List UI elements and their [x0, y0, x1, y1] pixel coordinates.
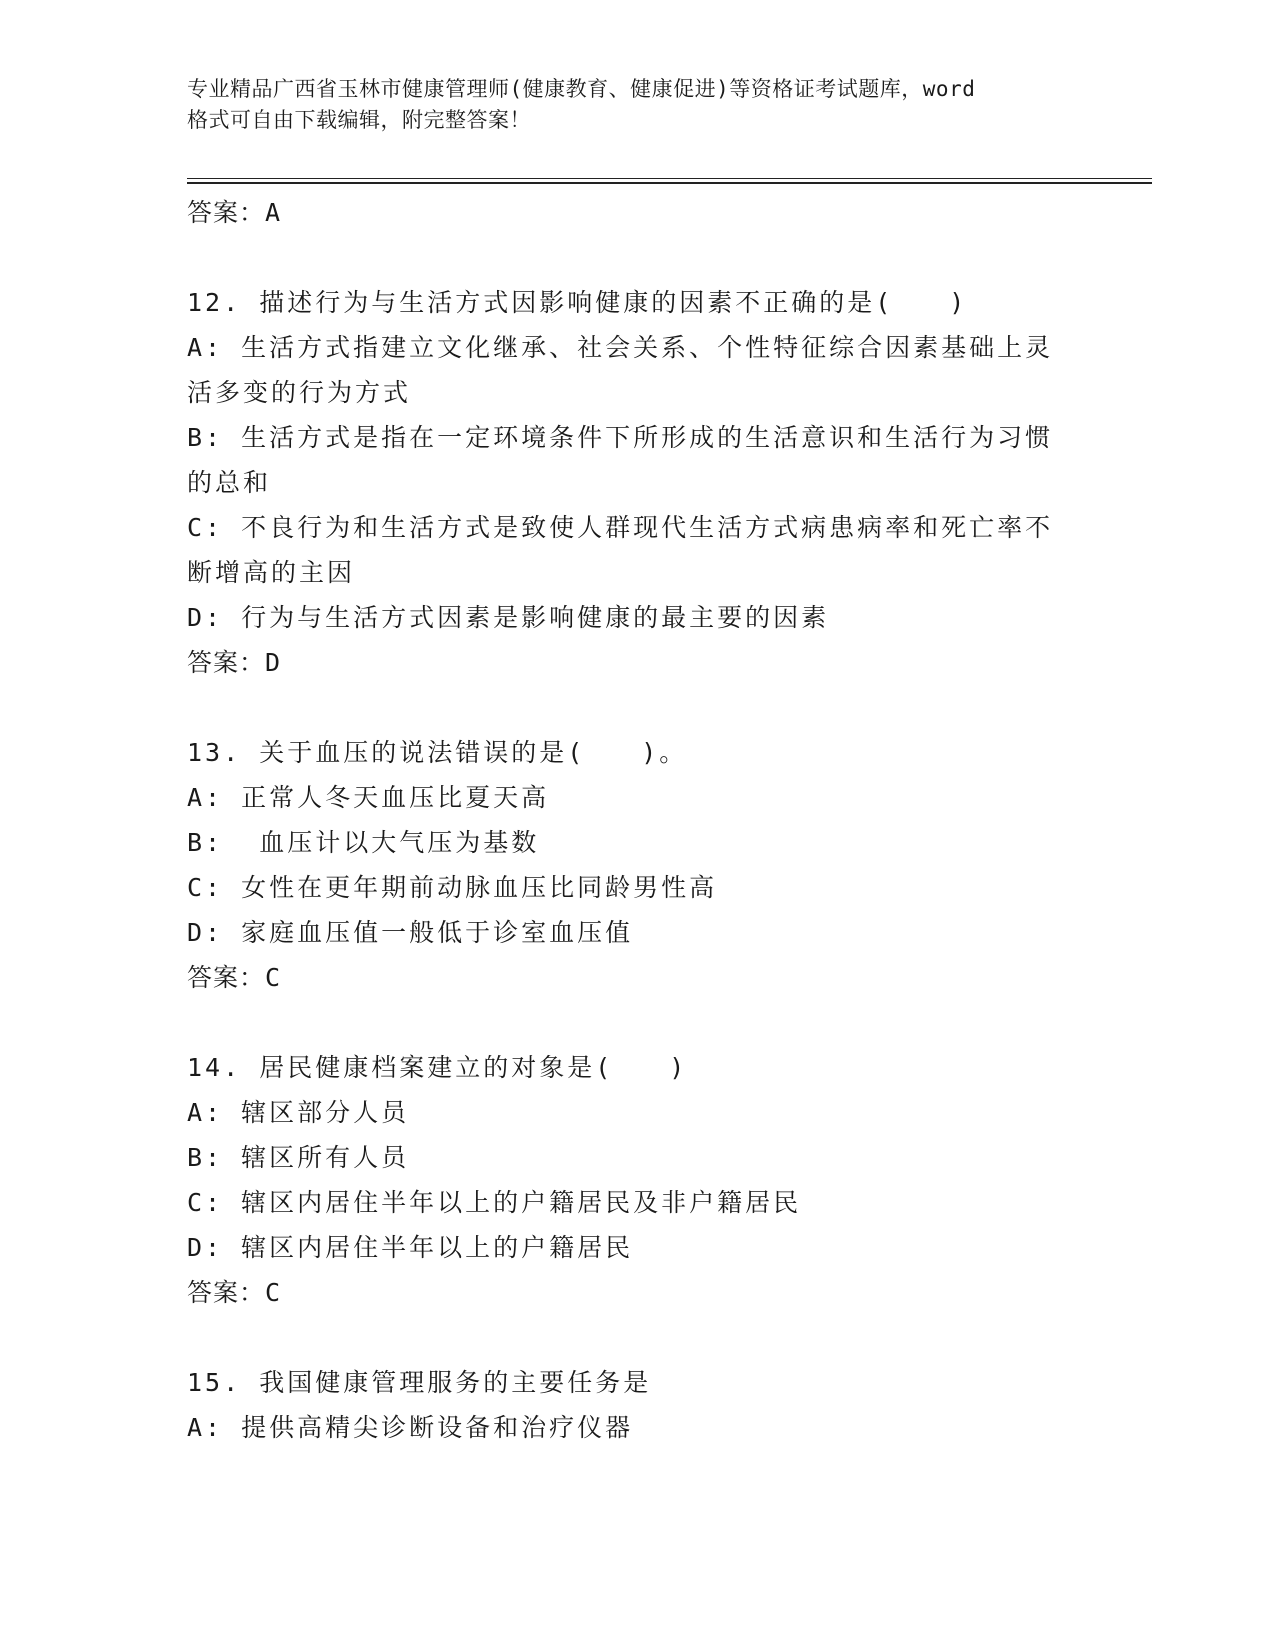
previous-answer: [187, 190, 1087, 235]
option-b-cont: 的总和: [187, 468, 272, 497]
option-d: D: 辖区内居住半年以上的户籍居民: [187, 1233, 634, 1262]
document-header: [187, 74, 1087, 136]
answer-label: 答案：: [187, 963, 266, 992]
answer-label: 答案：: [187, 648, 266, 677]
question-14: [187, 1045, 1087, 1315]
answer-label: 答案：: [187, 1278, 266, 1307]
option-a: A: 生活方式指建立文化继承、社会关系、个性特征综合因素基础上灵: [187, 333, 1054, 362]
option-a: A: 辖区部分人员: [187, 1098, 410, 1127]
option-d: D: 家庭血压值一般低于诊室血压值: [187, 918, 634, 947]
option-c: C: 女性在更年期前动脉血压比同龄男性高: [187, 873, 718, 902]
option-b: B: 血压计以大气压为基数: [187, 828, 540, 857]
option-c: C: 辖区内居住半年以上的户籍居民及非户籍居民: [187, 1188, 802, 1217]
question-stem: 13. 关于血压的说法错误的是( )。: [187, 738, 688, 767]
answer-value: A: [265, 198, 282, 227]
option-a-cont: 活多变的行为方式: [187, 378, 412, 407]
answer-label: 答案：: [187, 198, 266, 227]
option-b: B: 辖区所有人员: [187, 1143, 410, 1172]
answer: [187, 640, 1087, 685]
answer: [187, 955, 1087, 1000]
question-12: [187, 280, 1087, 685]
header-line-2: 格式可自由下载编辑，附完整答案！: [187, 108, 531, 132]
option-a: A: 正常人冬天血压比夏天高: [187, 783, 550, 812]
question-15: [187, 1360, 1087, 1450]
option-b: B: 生活方式是指在一定环境条件下所形成的生活意识和生活行为习惯: [187, 423, 1054, 452]
question-stem: 14. 居民健康档案建立的对象是( ): [187, 1053, 688, 1082]
option-d: D: 行为与生活方式因素是影响健康的最主要的因素: [187, 603, 830, 632]
question-13: [187, 730, 1087, 1000]
question-stem: 15. 我国健康管理服务的主要任务是: [187, 1368, 652, 1397]
option-c-cont: 断增高的主因: [187, 558, 356, 587]
option-a: A: 提供高精尖诊断设备和治疗仪器: [187, 1413, 634, 1442]
header-rule-thick: [187, 182, 1152, 184]
answer-value: C: [265, 963, 282, 992]
header-rule-thin: [187, 178, 1152, 179]
option-c: C: 不良行为和生活方式是致使人群现代生活方式病患病率和死亡率不: [187, 513, 1054, 542]
answer-value: D: [265, 648, 282, 677]
header-line-1: 专业精品广西省玉林市健康管理师(健康教育、健康促进)等资格证考试题库，word: [187, 77, 976, 101]
answer: [187, 1270, 1087, 1315]
answer-value: C: [265, 1278, 282, 1307]
document-body: [187, 190, 1087, 1450]
question-stem: 12. 描述行为与生活方式因影响健康的因素不正确的是( ): [187, 288, 968, 317]
